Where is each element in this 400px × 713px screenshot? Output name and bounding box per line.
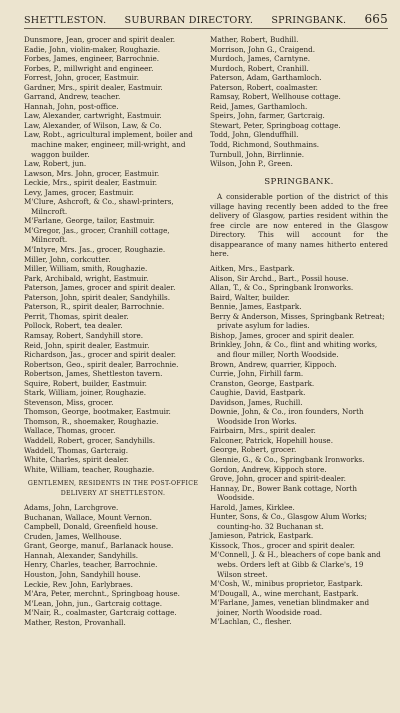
- right-entries: [210, 35, 388, 169]
- directory-entry: Campbell, Donald, Greenfield house.: [24, 522, 159, 532]
- directory-entry: Houston, John, Sandyhill house.: [24, 569, 141, 579]
- directory-entry: Grove, John, grocer and spirit-dealer.: [210, 474, 346, 484]
- directory-entry: Thomson, R., shoemaker, Roughazie.: [24, 416, 159, 426]
- directory-entry: Levy, James, grocer, Eastmuir.: [24, 187, 134, 197]
- directory-entry: Garrand, Andrew, teacher.: [24, 92, 121, 102]
- directory-entry: Ramsay, Robert, Sandyhill store.: [24, 330, 143, 340]
- springbank-note: A considerable portion of the district of this village having recently been added to the free delivery of Glasgow, parties resident within the free circle are now entered in the Glasgow Directory. This will account for the disappearance of many names hitherto entered here.: [210, 192, 388, 259]
- directory-entry: George, Robert, grocer.: [210, 445, 297, 455]
- directory-entry: M'Connell, J. & H., bleachers of cope bank and webs. Orders left at Gibb & Clarke's, 19 Wilson street.: [210, 550, 381, 579]
- directory-entry: Forbes, P., millwright and engineer.: [24, 63, 154, 73]
- directory-entry: Paterson, Robert, coalmaster.: [210, 82, 318, 92]
- directory-entry: Pollock, Robert, tea dealer.: [24, 321, 123, 331]
- directory-entry: Baird, Walter, builder.: [210, 292, 290, 302]
- directory-entry: Law, Robert, jun.: [24, 159, 87, 169]
- directory-entry: Mather, Robert, Budhill.: [210, 35, 299, 44]
- directory-entry: Park, Archibald, wright, Eastmuir.: [24, 273, 149, 283]
- directory-entry: Forbes, James, engineer, Barrochnie.: [24, 54, 159, 64]
- directory-entry: Aitken, Mrs., Eastpark.: [210, 264, 295, 274]
- directory-entry: Leckie, Rev. John, Earlybraes.: [24, 579, 133, 589]
- directory-entry: Buchanan, Wallace, Mount Vernon.: [24, 512, 152, 522]
- directory-entry: M'Ara, Peter, merchnt., Springboag house.: [24, 589, 180, 599]
- directory-entry: Hannah, John, post-office.: [24, 101, 119, 111]
- directory-entry: Murdoch, James, Carntyne.: [210, 54, 311, 64]
- directory-entry: Turnbull, John, Birrlinnie.: [210, 149, 305, 159]
- directory-entry: Paterson, James, grocer and spirit dealer.: [24, 283, 176, 293]
- directory-entry: Miller, William, smith, Roughazie.: [24, 264, 148, 274]
- right-entries-springbank: [210, 264, 388, 627]
- directory-entry: Hunter, Sons, & Co., Glasgow Alum Works; counting-ho. 32 Buchanan st.: [210, 512, 367, 531]
- directory-entry: M'Dougall, A., wine merchant, Eastpark.: [210, 588, 359, 598]
- directory-entry: M'Gregor, Jas., grocer, Cranhill cottage, Milncroft.: [24, 225, 170, 245]
- directory-entry: Caughie, David, Eastpark.: [210, 388, 306, 398]
- directory-entry: White, Charles, spirit dealer.: [24, 455, 129, 465]
- directory-entry: Gordon, Andrew, Kippoch store.: [210, 464, 327, 474]
- directory-entry: Alison, Sir Archd., Bart., Possil house.: [210, 273, 349, 283]
- directory-entry: Squire, Robert, builder, Eastmuir.: [24, 378, 147, 388]
- directory-entry: M'Lean, John, jun., Gartcraig cottage.: [24, 598, 163, 608]
- directory-entry: Cruden, James, Wellhouse.: [24, 531, 122, 541]
- directory-entry: M'Clure, Ashcroft, & Co., shawl-printers, Milncroft.: [24, 197, 174, 216]
- directory-entry: Law, Alexander, cartwright, Eastmuir.: [24, 111, 162, 121]
- directory-entry: Dunsmore, Jean, grocer and spirit dealer.: [24, 35, 176, 44]
- directory-entry: Paterson, Adam, Garthamloch.: [210, 73, 322, 83]
- directory-entry: Reid, James, Garthamloch.: [210, 101, 308, 111]
- directory-entry: Hannah, Alexander, Sandyhills.: [24, 550, 139, 560]
- directory-entry: Waddell, Thomas, Gartcraig.: [24, 445, 129, 455]
- directory-entry: Waddell, Robert, grocer, Sandyhills.: [24, 435, 156, 445]
- directory-entry: Ramsay, Robert, Wellhouse cottage.: [210, 92, 341, 102]
- directory-entry: Paterson, John, spirit dealer, Sandyhills.: [24, 292, 171, 302]
- directory-entry: Bennie, James, Eastpark.: [210, 302, 302, 312]
- header-center: SUBURBAN DIRECTORY.: [124, 15, 254, 26]
- directory-entry: Stark, William, joiner, Roughazie.: [24, 388, 147, 398]
- directory-entry: Miller, John, corkcutter.: [24, 254, 111, 264]
- directory-entry: Perrit, Thomas, spirit dealer.: [24, 311, 129, 321]
- directory-entry: Currie, John, Firhill farm.: [210, 369, 304, 379]
- directory-entry: M'Cosh, W., minibus proprietor, Eastpark.: [210, 579, 363, 589]
- directory-entry: Harold, James, Kirklee.: [210, 502, 295, 512]
- directory-entry: M'Farlane, George, tailor, Eastmuir.: [24, 216, 155, 226]
- section-title-springbank: SPRINGBANK.: [264, 176, 334, 187]
- directory-entry: Forrest, John, grocer, Eastmuir.: [24, 73, 139, 83]
- directory-entry: Downie, John, & Co., iron founders, North Woodside Iron Works.: [210, 407, 364, 426]
- directory-entry: Lawson, Mrs. John, grocer, Eastmuir.: [24, 168, 160, 178]
- left-column: [24, 35, 202, 627]
- directory-entry: Todd, Richmond, Southmains.: [210, 140, 320, 150]
- directory-entry: Law, Alexander, of Wilson, Law, & Co.: [24, 120, 162, 130]
- directory-entry: M'Nair, R., coalmaster, Gartcraig cottage.: [24, 608, 177, 618]
- left-entries-residents: [24, 503, 202, 627]
- directory-entry: Leckie, Mrs., spirit dealer, Eastmuir.: [24, 178, 158, 188]
- directory-entry: Wilson, John P., Green.: [210, 159, 293, 169]
- directory-entry: Gardner, Mrs., spirit dealer, Eastmuir.: [24, 82, 163, 92]
- directory-entry: Grant, George, manuf., Barlanack house.: [24, 541, 174, 551]
- directory-entry: Glennie, G., & Co., Springbank Ironworks.: [210, 454, 365, 464]
- directory-entry: Thomson, George, bootmaker, Eastmuir.: [24, 407, 171, 417]
- columns: [24, 35, 388, 627]
- directory-entry: Murdoch, Robert, Cranhill.: [210, 63, 309, 73]
- directory-entry: Adams, John, Larchgrove.: [24, 503, 119, 513]
- directory-entry: Todd, John, Glenduffhill.: [210, 130, 299, 140]
- directory-entry: Henry, Charles, teacher, Barrochnie.: [24, 560, 158, 570]
- directory-entry: M'Farlane, James, venetian blindmaker and joiner, North Woodside road.: [210, 598, 370, 617]
- header-right: SPRINGBANK.: [271, 15, 347, 26]
- directory-entry: Morrison, John G., Craigend.: [210, 44, 316, 54]
- directory-entry: Speirs, John, farmer, Gartcraig.: [210, 111, 325, 121]
- directory-entry: Jamieson, Patrick, Eastpark.: [210, 531, 314, 541]
- left-subheading: GENTLEMEN, RESIDENTS IN THE POST-OFFICE DELIVERY AT SHETTLESTON.: [27, 480, 199, 497]
- directory-entry: Bishop, James, grocer and spirit dealer.: [210, 330, 355, 340]
- directory-entry: Richardson, Jas., grocer and spirit dealer.: [24, 350, 176, 360]
- directory-entry: Reid, John, spirit dealer, Eastmuir.: [24, 340, 150, 350]
- directory-entry: Robertson, James, Shettleston tavern.: [24, 369, 163, 379]
- directory-entry: White, William, teacher, Roughazie.: [24, 464, 155, 474]
- directory-entry: M'Lachlan, C., flesher.: [210, 617, 292, 627]
- directory-entry: Stevenson, Miss, grocer.: [24, 397, 114, 407]
- directory-entry: Hannay, Dr., Bower Bank cottage, North Woodside.: [210, 483, 358, 503]
- directory-entry: Eadie, John, violin-maker, Roughazie.: [24, 44, 161, 54]
- directory-entry: Brinkley, John, & Co., flint and whiting works, and flour miller, North Woodside.: [210, 340, 378, 359]
- directory-entry: Paterson, R., spirit dealer, Barrochnie.: [24, 302, 165, 312]
- left-entries: [24, 35, 202, 474]
- directory-entry: Brown, Andrew, quarrier, Kippoch.: [210, 359, 337, 369]
- header-left: SHETTLESTON.: [24, 15, 107, 26]
- directory-entry: Davidson, James, Ruchill.: [210, 397, 303, 407]
- directory-entry: Berry & Anderson, Misses, Springbank Retreat; private asylum for ladies.: [210, 311, 385, 331]
- directory-entry: Stewart, Peter, Springboag cottage.: [210, 120, 341, 130]
- directory-entry: Falconer, Patrick, Hopehill house.: [210, 435, 333, 445]
- right-column: [210, 35, 388, 627]
- directory-entry: Wallace, Thomas, grocer.: [24, 426, 116, 436]
- directory-entry: Cranston, George, Eastpark.: [210, 378, 315, 388]
- directory-entry: Allan, T., & Co., Springbank Ironworks.: [210, 283, 354, 293]
- page-header: [24, 12, 388, 29]
- directory-entry: Mather, Reston, Provanhall.: [24, 617, 126, 627]
- directory-entry: M'Intyre, Mrs. Jas., grocer, Roughazie.: [24, 245, 166, 255]
- page-number: 665: [364, 12, 388, 26]
- directory-entry: Fairbairn, Mrs., spirit dealer.: [210, 426, 316, 436]
- directory-entry: Law, Robt., agricultural implement, boiler and machine maker, engineer, mill-wright, and waggon builder.: [24, 130, 193, 159]
- directory-entry: Robertson, Geo., spirit dealer, Barrochnie.: [24, 359, 179, 369]
- directory-entry: Kissock, Thos., grocer and spirit dealer.: [210, 540, 355, 550]
